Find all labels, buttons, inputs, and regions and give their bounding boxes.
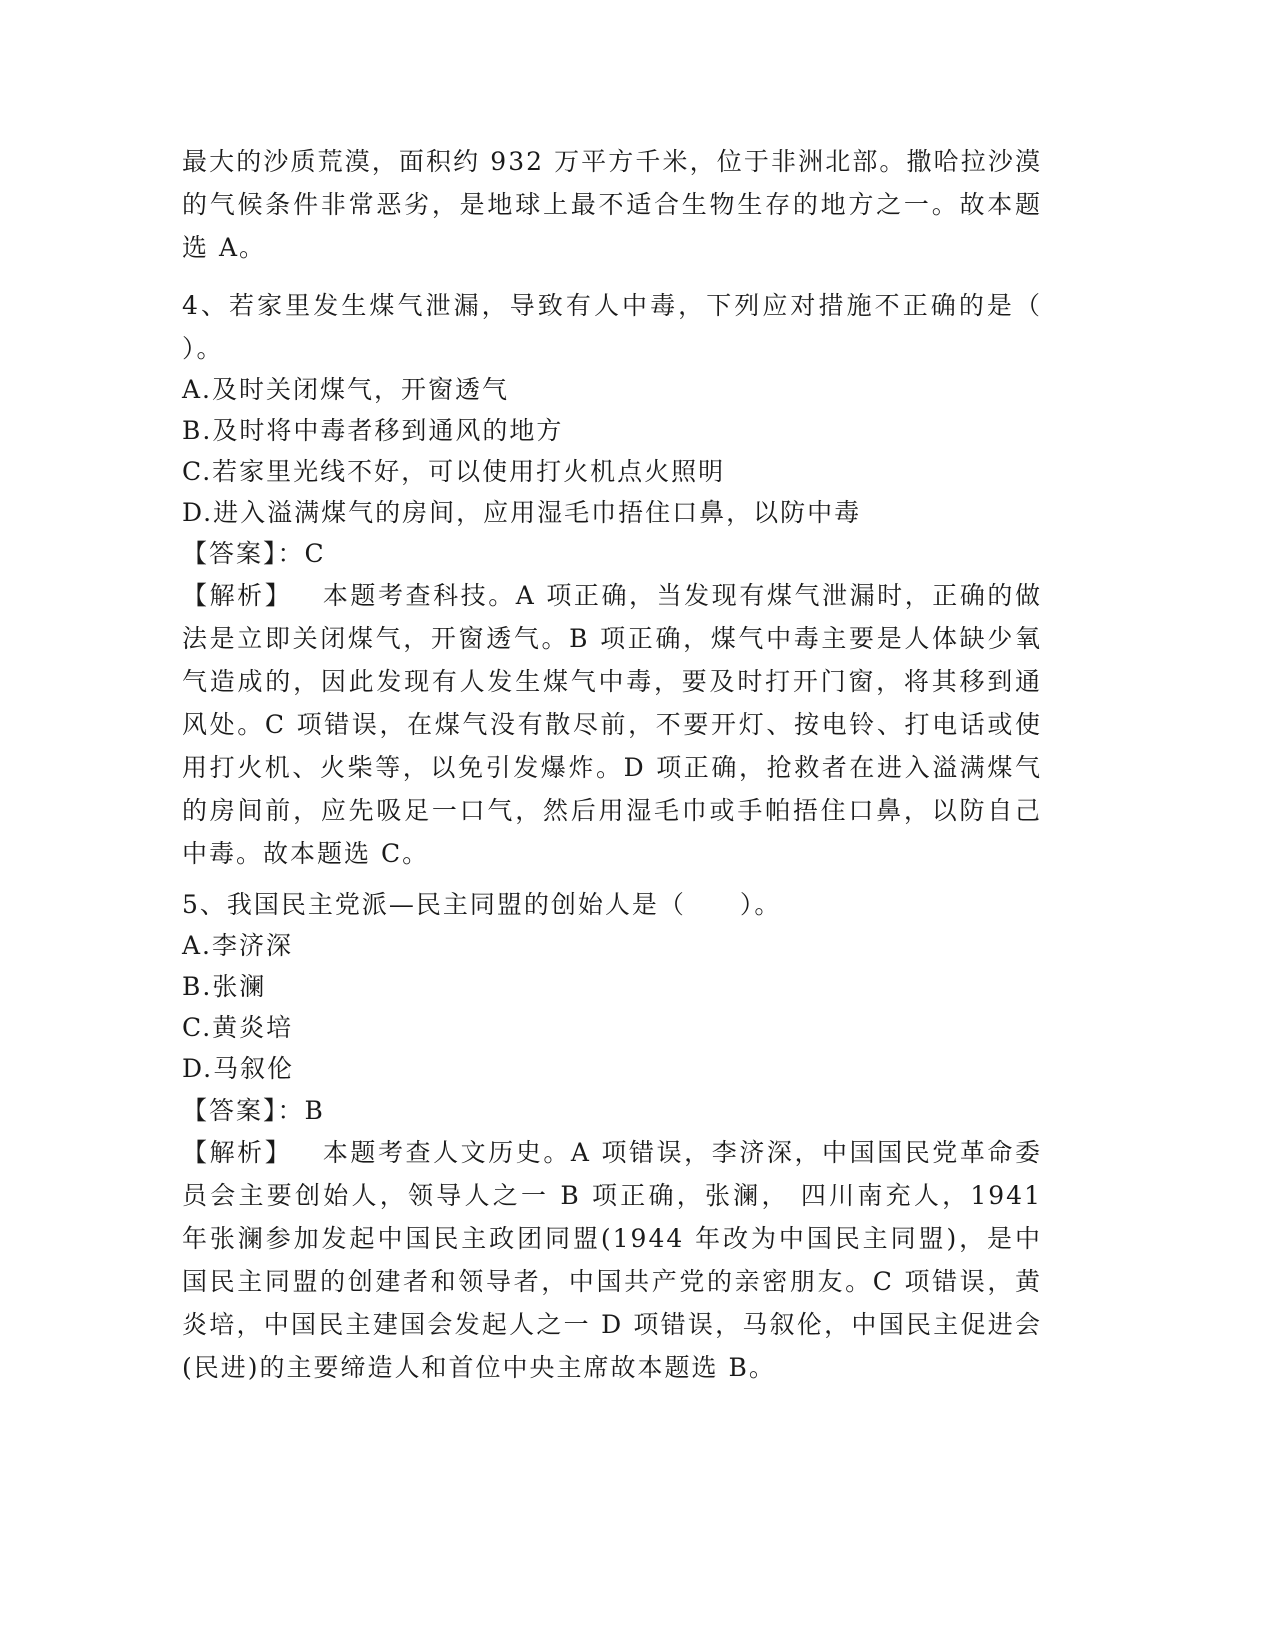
question-4-option-a: A.及时关闭煤气，开窗透气	[182, 375, 510, 404]
question-4-option-d: D.进入溢满煤气的房间，应用湿毛巾捂住口鼻，以防中毒	[182, 498, 862, 527]
analysis-label: 【解析】	[182, 1138, 293, 1167]
question-4-option-b: B.及时将中毒者移到通风的地方	[182, 416, 564, 445]
answer-label: 【答案】：	[182, 539, 305, 568]
analysis-label: 【解析】	[182, 581, 293, 610]
answer-label: 【答案】：	[182, 1096, 305, 1125]
question-5-analysis	[182, 1131, 1042, 1389]
question-4-stem: 4、若家里发生煤气泄漏，导致有人中毒，下列应对措施不正确的是（ ）。	[182, 291, 1042, 363]
question-4-answer	[182, 533, 1062, 575]
answer-value: B	[304, 1096, 325, 1125]
answer-value: C	[304, 539, 326, 568]
question-5-option-c: C.黄炎培	[182, 1013, 294, 1042]
question-5-option-b: B.张澜	[182, 972, 267, 1001]
question-4-analysis	[182, 574, 1042, 875]
question-5-option-d: D.马叙伦	[182, 1054, 295, 1083]
question-5-answer	[182, 1090, 1062, 1132]
question-5-option-a: A.李济深	[182, 931, 294, 960]
analysis-text: 本题考查人文历史。A 项错误，李济深，中国国民党革命委员会主要创始人，领导人之一 B 项正确，张澜， 四川南充人，1941 年张澜参加发起中国民主政团同盟(1944 年改为中国民主同盟)，是中国民主同盟的创建者和领导者，中国共产党的亲密朋友。C 项错误，黄炎培，中国民主建国会发起人之一 D 项错误，马叙伦，中国民主促进会(民进)的主要缔造人和首位中央主席故本题选 B。	[182, 1138, 1042, 1382]
analysis-text: 本题考查科技。A 项正确，当发现有煤气泄漏时，正确的做法是立即关闭煤气，开窗透气。B 项正确，煤气中毒主要是人体缺少氧气造成的，因此发现有人发生煤气中毒，要及时打开门窗，将其移到通风处。C 项错误，在煤气没有散尽前，不要开灯、按电铃、打电话或使用打火机、火柴等，以免引发爆炸。D 项正确，抢救者在进入溢满煤气的房间前，应先吸足一口气，然后用湿毛巾或手帕捂住口鼻，以防自己中毒。故本题选 C。	[182, 581, 1042, 868]
previous-analysis-tail: 最大的沙质荒漠，面积约 932 万平方千米，位于非洲北部。撒哈拉沙漠的气候条件非常恶劣，是地球上最不适合生物生存的地方之一。故本题选 A。	[182, 147, 1042, 262]
question-4-option-c: C.若家里光线不好，可以使用打火机点火照明	[182, 457, 726, 486]
question-5-stem: 5、我国民主党派—民主同盟的创始人是（ ）。	[182, 890, 782, 919]
